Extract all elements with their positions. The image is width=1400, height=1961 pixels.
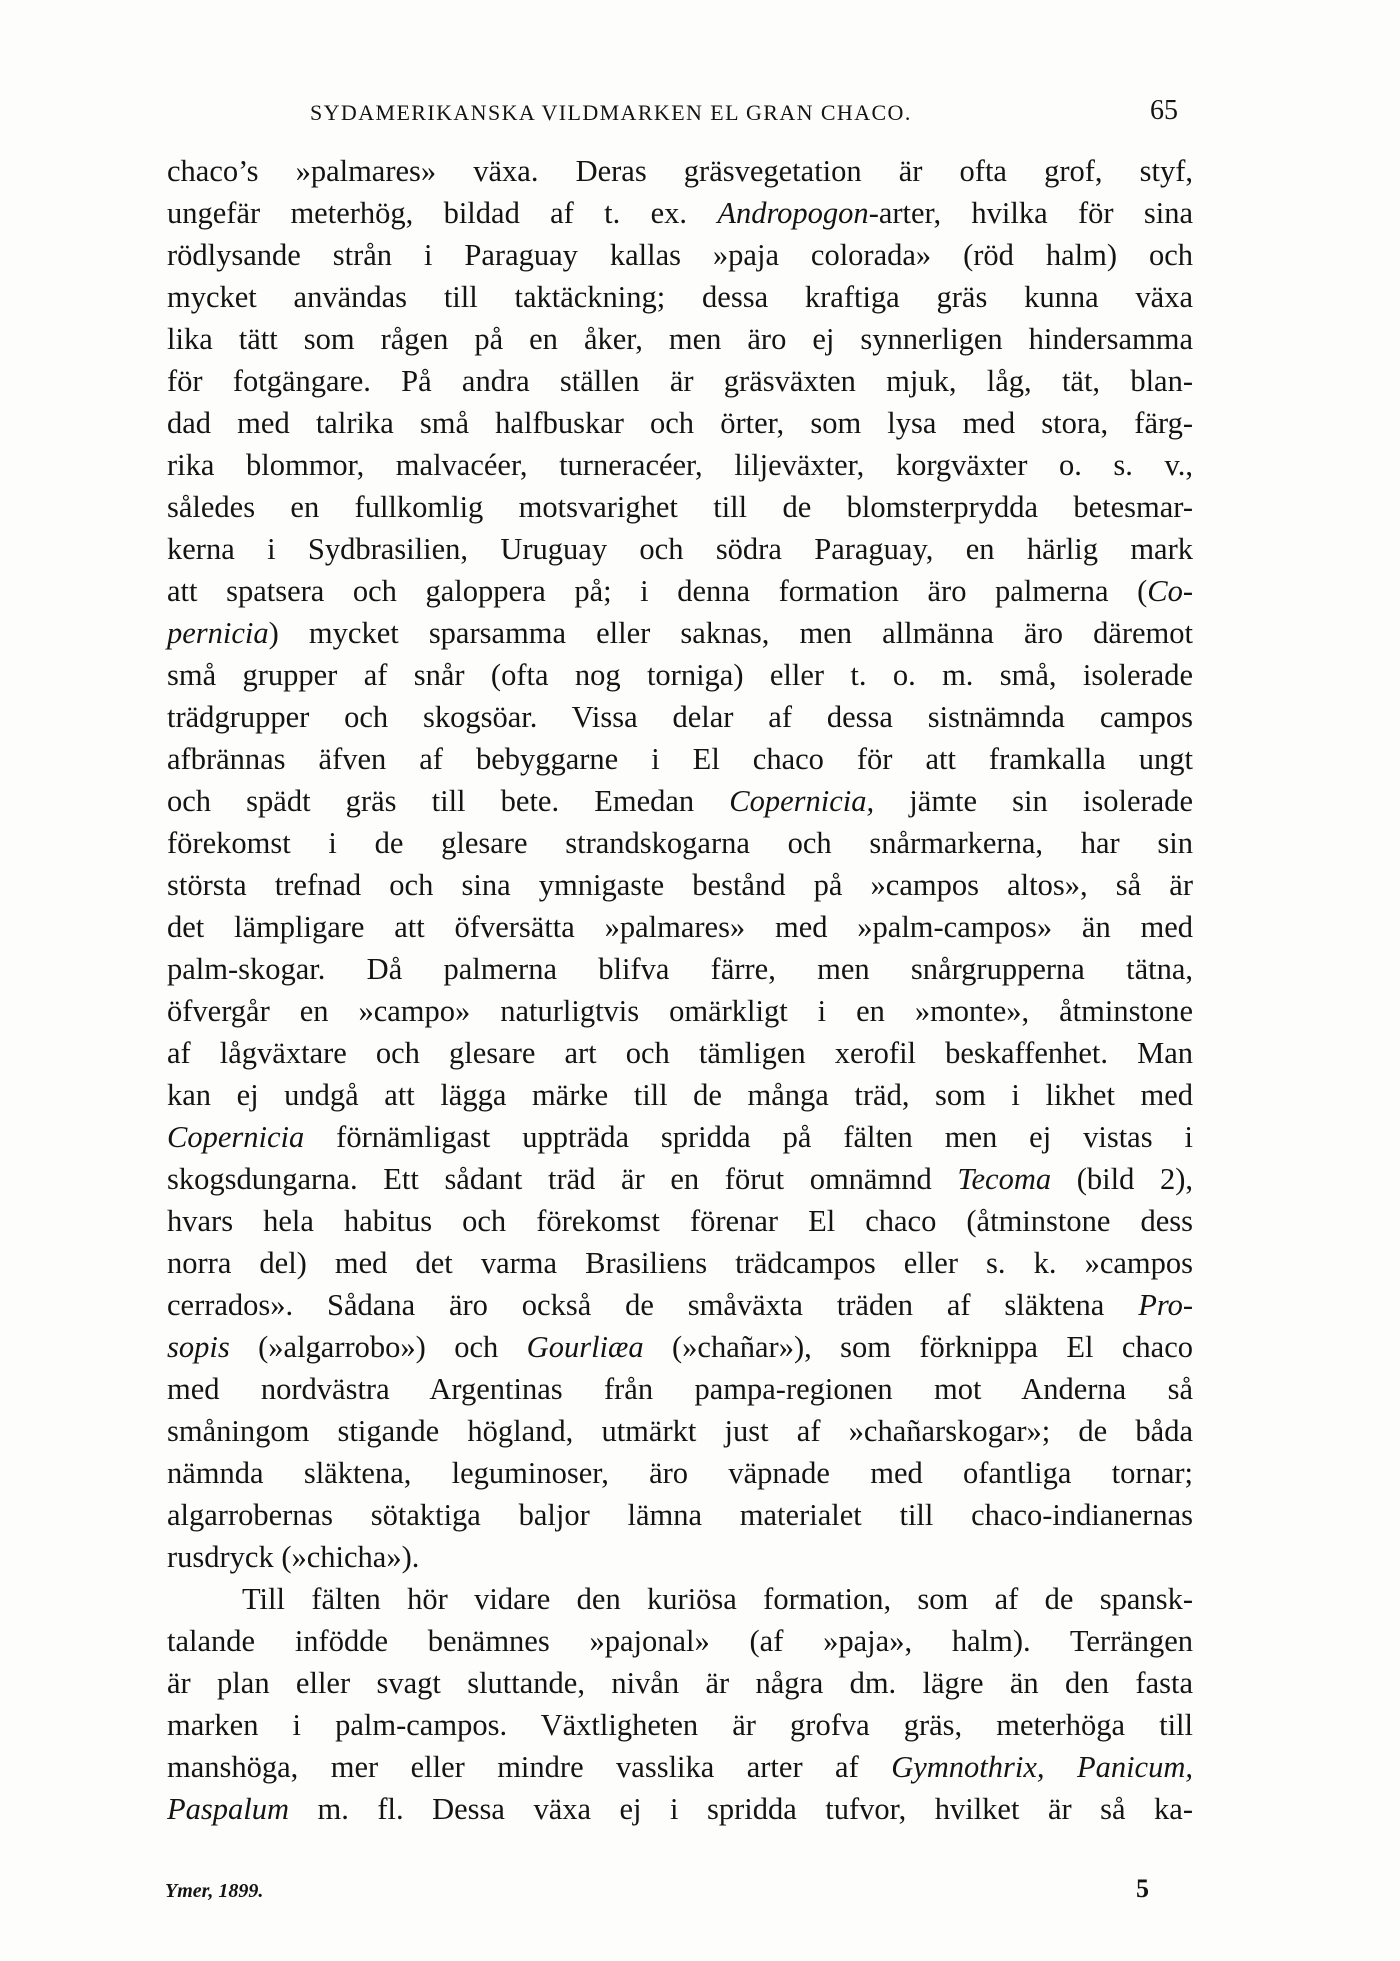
text-line <box>167 234 1193 276</box>
text-segment: cerrados». Sådana äro också de småväxta träden af släktena <box>167 1288 1139 1322</box>
text-segment: förekomst i de glesare strandskogarna och snårmarkerna, har sin <box>167 826 1193 860</box>
italic-term: pernicia <box>167 616 269 650</box>
text-line <box>167 948 1193 990</box>
text-segment: således en fullkomlig motsvarighet till de blomsterprydda betesmar- <box>167 490 1193 524</box>
text-segment: hvars hela habitus och förekomst förenar El chaco (åtminstone dess <box>167 1204 1193 1238</box>
text-segment: att spatsera och galoppera på; i denna formation äro palmerna ( <box>167 574 1148 608</box>
text-segment: nämnda släktena, leguminoser, äro väpnade med ofantliga tornar; <box>167 1456 1193 1490</box>
text-segment: rika blommor, malvacéer, turneracéer, liljeväxter, korgväxter o. s. v., <box>167 448 1193 482</box>
text-segment: ) mycket sparsamma eller saknas, men allmänna äro däremot <box>268 616 1193 650</box>
text-segment: afbrännas äfven af bebyggarne i El chaco för att framkalla ungt <box>167 742 1193 776</box>
footer-journal: Ymer, 1899. <box>165 1880 264 1902</box>
text-line <box>167 1200 1193 1242</box>
text-segment: skogsdungarna. Ett sådant träd är en förut omnämnd <box>167 1162 958 1196</box>
text-segment: ungefär meterhög, bildad af t. ex. <box>167 196 718 230</box>
text-segment: dad med talrika små halfbuskar och örter, som lysa med stora, färg- <box>167 406 1193 440</box>
italic-term: Pro- <box>1138 1288 1193 1322</box>
text-segment: norra del) med det varma Brasiliens trädcampos eller s. k. »campos <box>167 1246 1193 1280</box>
text-segment: Till fälten hör vidare den kuriösa formation, som af de spansk- <box>242 1582 1193 1616</box>
italic-term: Gourliæa <box>526 1330 644 1364</box>
italic-term: Gymnothrix, Panicum, <box>891 1750 1193 1784</box>
text-segment: lika tätt som rågen på en åker, men äro ej synnerligen hindersamma <box>167 322 1193 356</box>
text-segment: för fotgängare. På andra ställen är gräsväxten mjuk, låg, tät, blan- <box>167 364 1193 398</box>
text-segment: (bild 2), <box>1051 1162 1193 1196</box>
text-line <box>167 1410 1193 1452</box>
text-line <box>167 1620 1193 1662</box>
text-segment: småningom stigande högland, utmärkt just af »chañarskogar»; de båda <box>167 1414 1193 1448</box>
text-segment: mycket användas till taktäckning; dessa kraftiga gräs kunna växa <box>167 280 1193 314</box>
text-segment: och spädt gräs till bete. Emedan <box>167 784 730 818</box>
text-segment: (»chañar»), som förknippa El chaco <box>643 1330 1194 1364</box>
text-line <box>167 1578 1193 1620</box>
text-line <box>167 1452 1193 1494</box>
text-segment: största trefnad och sina ymnigaste bestånd på »campos altos», så är <box>167 868 1193 902</box>
text-line <box>167 1074 1193 1116</box>
body-text <box>167 150 1193 1830</box>
text-line <box>167 1494 1193 1536</box>
text-segment: rödlysande strån i Paraguay kallas »paja colorada» (röd halm) och <box>167 238 1193 272</box>
text-segment: små grupper af snår (ofta nog torniga) eller t. o. m. små, isolerade <box>167 658 1193 692</box>
text-segment: af lågväxtare och glesare art och tämligen xerofil beskaffenhet. Man <box>167 1036 1193 1070</box>
italic-term: sopis <box>167 1330 230 1364</box>
text-line <box>167 738 1193 780</box>
text-line <box>167 1032 1193 1074</box>
text-segment: det lämpligare att öfversätta »palmares» med »palm-campos» än med <box>167 910 1193 944</box>
italic-term: Co- <box>1147 574 1193 608</box>
text-line <box>167 1284 1193 1326</box>
italic-term: Paspalum <box>167 1792 289 1826</box>
page-number: 65 <box>1150 95 1178 126</box>
text-segment: palm-skogar. Då palmerna blifva färre, men snårgrupperna tätna, <box>167 952 1193 986</box>
text-segment: med nordvästra Argentinas från pampa-regionen mot Anderna så <box>167 1372 1193 1406</box>
text-segment: kan ej undgå att lägga märke till de många träd, som i likhet med <box>167 1078 1193 1112</box>
text-line <box>167 1116 1193 1158</box>
text-line <box>167 696 1193 738</box>
italic-term: Tecoma <box>957 1162 1052 1196</box>
text-segment: trädgrupper och skogsöar. Vissa delar af dessa sistnämnda campos <box>167 700 1193 734</box>
text-segment: marken i palm-campos. Växtligheten är grofva gräs, meterhöga till <box>167 1708 1193 1742</box>
text-segment: manshöga, mer eller mindre vasslika arter af <box>167 1750 892 1784</box>
text-line <box>167 1704 1193 1746</box>
text-line <box>167 402 1193 444</box>
text-segment: jämte sin isolerade <box>874 784 1193 818</box>
text-line <box>167 276 1193 318</box>
text-line <box>167 570 1193 612</box>
text-segment: förnämligast uppträda spridda på fälten men ej vistas i <box>304 1120 1193 1154</box>
text-segment: kerna i Sydbrasilien, Uruguay och södra Paraguay, en härlig mark <box>167 532 1193 566</box>
footer-signature-mark: 5 <box>1136 1874 1149 1903</box>
text-line <box>167 150 1193 192</box>
text-line <box>167 1242 1193 1284</box>
text-line <box>167 1536 1193 1578</box>
text-line <box>167 1746 1193 1788</box>
text-segment: -arter, hvilka för sina <box>868 196 1193 230</box>
text-segment: chaco’s »palmares» växa. Deras gräsvegetation är ofta grof, styf, <box>167 154 1193 188</box>
text-line <box>167 1788 1193 1830</box>
text-line <box>167 360 1193 402</box>
italic-term: Andropogon <box>717 196 869 230</box>
text-segment: m. fl. Dessa växa ej i spridda tufvor, hvilket är så ka- <box>289 1792 1193 1826</box>
text-segment: öfvergår en »campo» naturligtvis omärkligt i en »monte», åtminstone <box>167 994 1193 1028</box>
text-line <box>167 654 1193 696</box>
text-line <box>167 318 1193 360</box>
text-line <box>167 1158 1193 1200</box>
text-line <box>167 1662 1193 1704</box>
text-line <box>167 822 1193 864</box>
text-segment: rusdryck (»chicha»). <box>167 1540 420 1574</box>
text-line <box>167 864 1193 906</box>
text-segment: talande infödde benämnes »pajonal» (af »paja», halm). Terrängen <box>167 1624 1193 1658</box>
text-line <box>167 780 1193 822</box>
text-line <box>167 906 1193 948</box>
text-line <box>167 612 1193 654</box>
text-line <box>167 486 1193 528</box>
text-segment: (»algarrobo») och <box>229 1330 527 1364</box>
text-segment: är plan eller svagt sluttande, nivån är några dm. lägre än den fasta <box>167 1666 1193 1700</box>
text-line <box>167 528 1193 570</box>
text-line <box>167 990 1193 1032</box>
text-line <box>167 1326 1193 1368</box>
italic-term: Copernicia <box>167 1120 305 1154</box>
text-line <box>167 444 1193 486</box>
text-segment: algarrobernas sötaktiga baljor lämna materialet till chaco-indianernas <box>167 1498 1193 1532</box>
italic-term: Copernicia, <box>729 784 875 818</box>
text-line <box>167 192 1193 234</box>
running-head: SYDAMERIKANSKA VILDMARKEN EL GRAN CHACO. <box>310 100 912 125</box>
text-line <box>167 1368 1193 1410</box>
